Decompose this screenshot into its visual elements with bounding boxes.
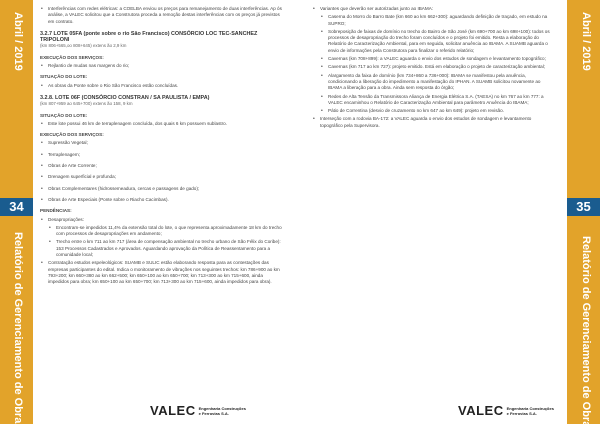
sub-list-item: • Cavernas (km 717 ao km 727): projeto emitido. Está em elaboração o projeto de caracterização ambiental; — [312, 64, 552, 70]
section-subtitle: (km 807+959 ao 645+700) extens ão 158, 9 km — [40, 101, 133, 107]
section-label: PENDÊNCIAS: — [40, 208, 72, 214]
sidebar-date: Abril / 2019 — [12, 12, 24, 71]
left-column — [40, 6, 285, 288]
list-item: • Rejlantio de mudas nas margens do rio; — [40, 63, 285, 69]
page-number: 34 — [0, 198, 33, 216]
list-item: • Drenagem superficial e profunda; — [40, 174, 285, 180]
section-title: 3.2.7 LOTE 05FA (ponte sobre o rio São Francisco) CONSÓRCIO LOC TEC-SANCHEZ TRIPOLONI — [40, 30, 258, 44]
sub-list-item: • Pátio de Correntina (desvio de cruzamento no km 647 ao km 649): projeto em revisão. — [312, 108, 552, 114]
list-item: • Supressão Vegetal; — [40, 140, 285, 146]
list-item: • Interseção com a rodovia BA-172: a VALEC aguarda o envio dos estudos de sondagem e levantamento topográfico pela Supervisora. — [312, 116, 552, 129]
footer-logo — [150, 403, 246, 418]
section-label: EXECUÇÃO DOS SERVIÇOS: — [40, 132, 104, 138]
list-item: • Este lote possui 46 km de terraplenagem concluída, dos quais 6 km possuem sublastro. — [40, 121, 285, 127]
logo-tagline — [507, 406, 554, 416]
right-sidebar — [567, 0, 600, 433]
section-title: 3.2.8. LOTE 06F (CONSÓRCIO CONSTRAN / SA PAULISTA / EMPA) — [40, 94, 210, 101]
sidebar-title: Relatório de Gerenciamento de Obras — [580, 236, 592, 433]
section-subtitle: (km 806+565,oo 808+645) extens ão 2,9 km — [40, 43, 127, 49]
logo-tagline — [199, 406, 246, 416]
sub-list-item: • Redes de Alta Tensão da Transmissora Aliança de Energia Elétrica S.A. (TAESA) no km 767 ao km 777: a VALEC encaminhou o Relatório de Caracterização Ambiental para parâmetro Anuência do IBAMA; — [312, 94, 552, 107]
logo-tagline-line1: Engenharia Construções — [198, 405, 246, 411]
sub-list-item: • Cavernas (km 708+899): a VALEC aguarda o envio dos estudos de sondagem e levantamento topográfico; — [312, 56, 552, 62]
list-item: • Contratação estudos espeleológicos: SUAMB e SULIC estão elaborando resposta para as contestações das empresas participantes do edital. Indica o monitoramento de vibrações nos seguintes trechos: km 786+900 ao km 793+200; km 660+380 ao km 662+500; km 650+100 ao km 650+700; km 713+300 ao km 715+600, ainda impedidos para obra; km 650+100 ao km 650+700; km 713+300 ao km 715+600, ainda impedidos para obra). — [40, 260, 285, 285]
page-number: 35 — [567, 198, 600, 216]
sub-list-item: • Caserna do Morro do Barro Bate (km 660 ao km 662+300): aguardando definição de traçado, em estudo na SUPRO; — [312, 14, 552, 27]
list-item: • Obras de Arte Corrente; — [40, 163, 285, 169]
logo: VALEC — [150, 403, 196, 418]
logo: VALEC — [458, 403, 504, 418]
list-item: • Terraplenagem; — [40, 152, 285, 158]
sidebar-date: Abril / 2019 — [580, 12, 592, 71]
logo-tagline-line2: e Ferrovias S.A. — [198, 410, 229, 416]
list-item: • Desapropriações: — [40, 217, 285, 223]
footer-logo — [458, 403, 554, 418]
sub-list-item: • Trecho entre o km 711 ao km 717 (área de compensação ambiental no trecho urbano de São Félix do Coribe): 153 Processos Cadastrados e Aprovados. Aguardando aprovação da Política de Reassentamento para a comunidade local; — [40, 239, 285, 258]
list-item: • Obras Complementares (hidrossemeadura, cercas e passagens de gado); — [40, 186, 285, 192]
list-item: • Interferências com redes elétricas: a COELBA enviou os preços para remanejamento de duas interferências. Ap ós análise, a VALEC solicitou que a Construtora proceda a remoção destas interferências com os preços já previstos em contrato. — [40, 6, 285, 25]
logo-tagline-line2: e Ferrovias S.A. — [506, 410, 537, 416]
right-column — [312, 6, 552, 131]
left-sidebar — [0, 0, 33, 430]
section-label: SITUAÇÃO DO LOTE: — [40, 74, 88, 80]
sub-list-item: • Sobreposição de faixas de domínio no trecho do Bairro de São José (km 690+700 ao km 698+100): todos os processos de desapropriação do trecho foram concluídos e o projeto foi emitido. Resta a elaboração do Relatório de Caracterização Ambiental, para em seguida, solicitar anuência ao IBAMA. A SUAMB aguarda o envio de informações pela Construtora para finalizar o referido relatório; — [312, 29, 552, 54]
sub-list-item: • Alargamento da faixa de domínio (km 734+860 a 736+000): IBAMA se manifestou pela anuência, condicionando a liberação do impedimento a manifestação do IPHAN. A SUAMB solicitou novamente ao IBAMA a liberação para a obra. Ainda sem resposta do órgão; — [312, 73, 552, 92]
list-item: • Variantes que deverão ser autorizadas junto ao IBAMA: — [312, 6, 552, 12]
sidebar-title: Relatório de Gerenciamento de Obras — [12, 232, 24, 430]
list-item: • As obras da Ponte sobre o Rio São Francisco estão concluídas. — [40, 83, 285, 89]
section-label: EXECUÇÃO DOS SERVIÇOS: — [40, 54, 104, 60]
section-label: SITUAÇÃO DO LOTE: — [40, 112, 88, 118]
list-item: • Obras de Arte Especiais (Ponte sobre o Riacho Cacimbas). — [40, 197, 285, 203]
sub-list-item: • Encontram-se impedidos 11,4% da extensão total do lote, o que representa aproximadamente 18 km do trecho com processos de desapropriações em andamento; — [40, 225, 285, 238]
logo-tagline-line1: Engenharia Construções — [506, 405, 554, 411]
